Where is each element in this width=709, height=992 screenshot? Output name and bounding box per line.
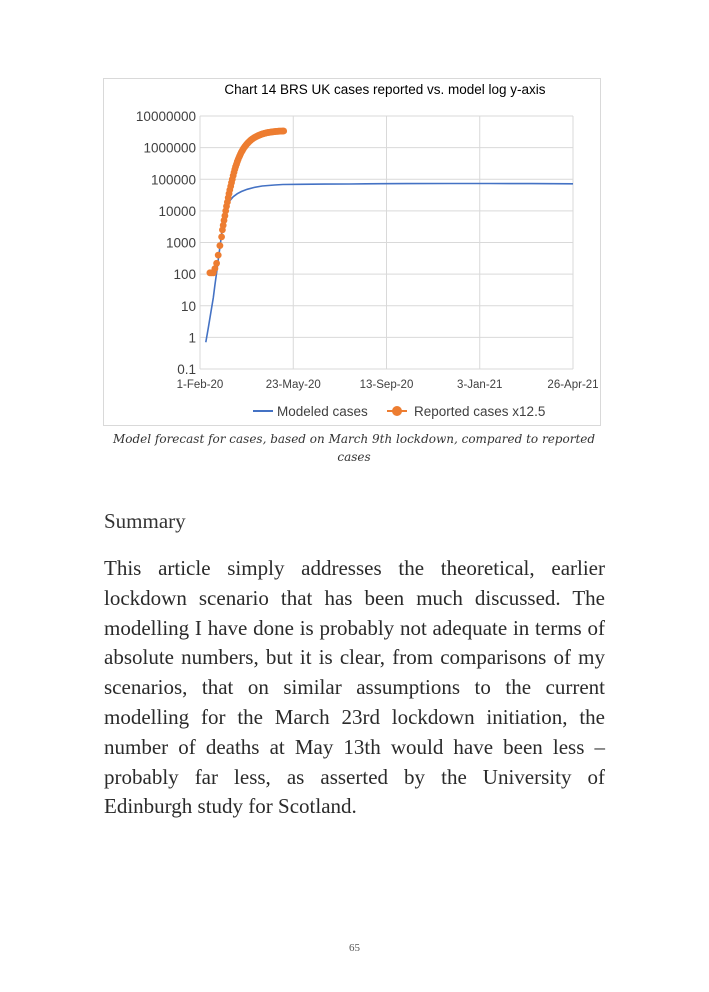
figure-caption: Model forecast for cases, based on March 9th lockdown, compared to reported cases <box>112 432 596 464</box>
data-point-reported-cases <box>213 260 220 267</box>
chart-title: Chart 14 BRS UK cases reported vs. model log y-axis <box>224 82 546 97</box>
y-tick-label: 100000 <box>150 172 196 188</box>
chart-figure <box>103 78 601 426</box>
x-tick-label: 3-Jan-21 <box>457 379 503 391</box>
legend-modeled-label: Modeled cases <box>277 404 368 419</box>
x-tick-label: 1-Feb-20 <box>176 379 224 391</box>
y-tick-label: 10 <box>180 298 196 314</box>
x-tick-label: 13-Sep-20 <box>359 379 414 391</box>
x-tick-label: 26-Apr-21 <box>547 379 599 391</box>
page-number: 65 <box>349 942 360 954</box>
data-point-reported-cases <box>280 128 287 135</box>
data-point-reported-cases <box>217 242 224 249</box>
x-tick-label: 23-May-20 <box>265 379 321 391</box>
data-point-reported-cases <box>218 234 225 241</box>
summary-paragraph: This article simply addresses the theoretical, earlier lockdown scenario that has been much discussed. The modelling I have done is probably not adequate in terms of absolute numbers, but it is clear, from comparisons of my scenarios, that on similar assumptions to the current modelling for the March 23rd lockdown initiation, the number of deaths at May 13th would have been less – probably far less, as asserted by the University of Edinburgh study for Scotland. <box>104 556 605 819</box>
y-tick-label: 0.1 <box>177 362 196 377</box>
y-tick-label: 100 <box>173 267 196 283</box>
y-tick-label: 10000000 <box>135 109 196 124</box>
chart-svg <box>103 78 601 426</box>
y-tick-label: 1000000 <box>143 140 196 156</box>
y-tick-label: 1000 <box>165 235 196 251</box>
y-tick-label: 10000 <box>158 203 196 219</box>
legend-reported-label: Reported cases x12.5 <box>414 404 546 419</box>
section-heading: Summary <box>104 509 186 533</box>
y-tick-label: 1 <box>188 330 196 346</box>
legend-reported-marker <box>392 406 402 416</box>
data-point-reported-cases <box>215 252 222 259</box>
